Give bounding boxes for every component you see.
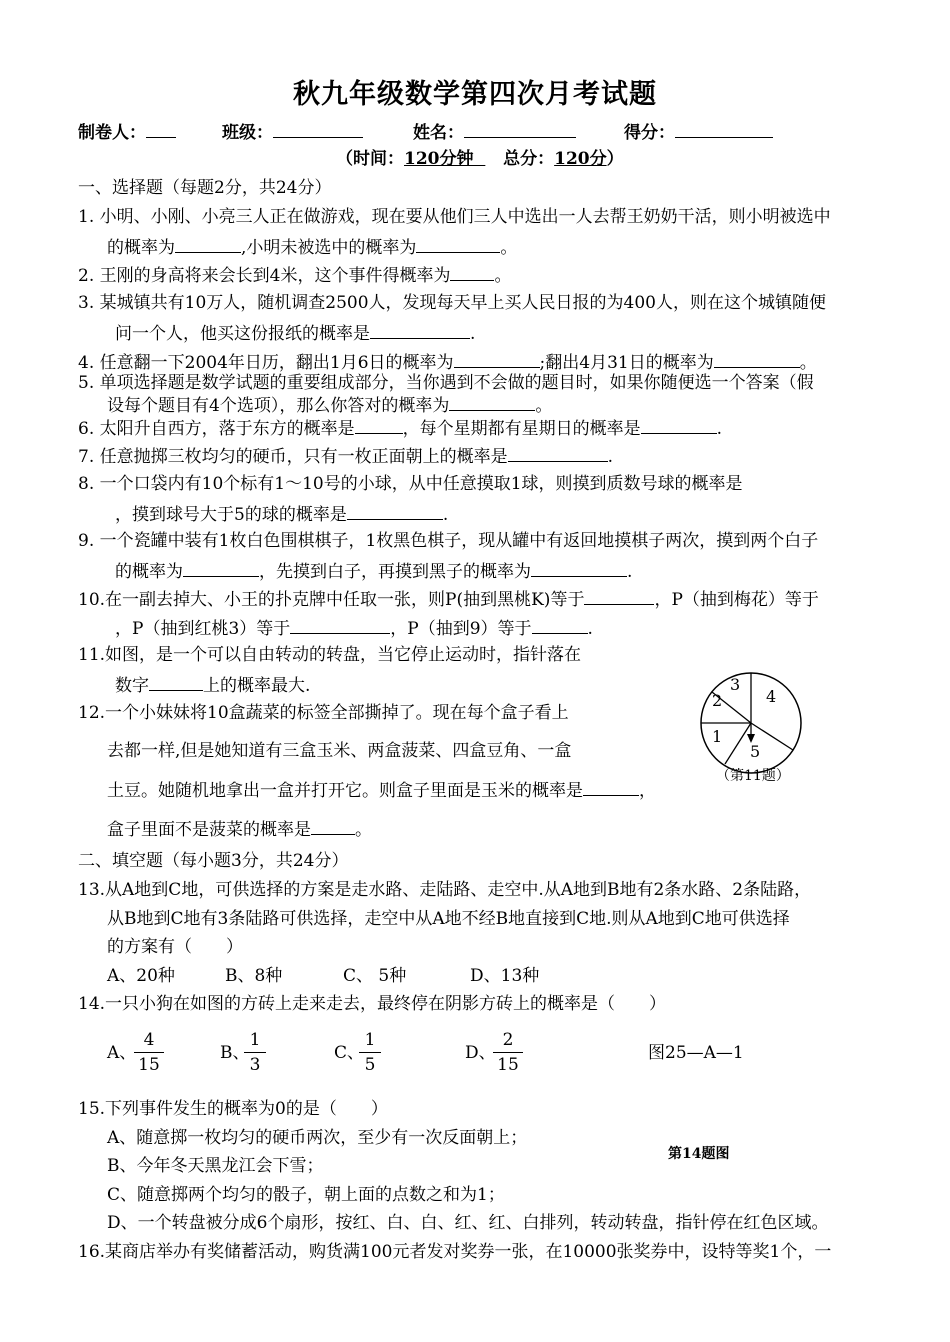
total-label: 总分： [503,149,555,169]
name-label: 姓名： [413,123,464,143]
question-9-cont: 的概率为 ，先摸到白子，再摸到黑子的概率为 . [115,559,632,583]
answer-blank[interactable] [450,263,494,281]
question-1-cont: 的概率为 ,小明未被选中的概率为 。 [107,235,517,259]
question-8: 8. 一个口袋内有10个标有1～10号的小球，从中任意摸取1球，则摸到质数号球的概率是 [78,474,743,494]
question-13: 13.从A地到C地，可供选择的方案是走水路、走陆路、走空中.从A地到B地有2条水路、2条陆路， [78,880,812,900]
answer-blank[interactable] [355,416,403,434]
answer-blank[interactable] [583,778,639,796]
question-2: 2. 王刚的身高将来会长到4米，这个事件得概率为 。 [78,263,511,287]
question-14: 14.一只小狗在如图的方砖上走来走去，最终停在阴影方砖上的概率是（ ） [78,994,667,1014]
question-11-cont: 数字 上的概率最大. [115,673,310,697]
q13-option-b[interactable]: B、8种 [225,966,283,986]
section-2-heading: 二、填空题（每小题3分，共24分） [78,851,349,871]
question-9: 9. 一个瓷罐中装有1枚白色围棋棋子，1枚黑色棋子，现从罐中有返回地摸棋子两次，摸到两个白子 [78,531,819,551]
time-info: （时间：120分钟 总分：120分） [336,149,624,169]
question-3-cont: 问一个人，他买这份报纸的概率是 . [115,321,475,345]
score-label: 得分： [624,123,675,143]
question-12-cont-2: 土豆。她随机地拿出一盒并打开它。则盒子里面是玉米的概率是 ， [107,778,656,802]
answer-blank[interactable] [347,502,443,520]
question-16: 16.某商店举办有奖储蓄活动，购货满100元者发对奖券一张，在10000张奖券中，设特等奖1个，一 [78,1242,832,1262]
q13-option-c[interactable]: C、 5种 [343,966,407,986]
question-15: 15.下列事件发生的概率为0的是（ ） [78,1099,388,1119]
maker-blank[interactable] [146,120,176,138]
question-12: 12.一个小妹妹将10盒蔬菜的标签全部撕掉了。现在每个盒子看上 [78,703,569,723]
q14-figure-caption: 第14题图 [668,1146,730,1162]
time-label: （时间： [336,149,404,169]
answer-blank[interactable] [449,393,535,411]
answer-blank[interactable] [311,817,355,835]
name-blank[interactable] [464,120,576,138]
class-label: 班级： [222,123,273,143]
answer-blank[interactable] [416,235,500,253]
spinner-label: 3 [730,675,741,694]
answer-blank[interactable] [531,559,627,577]
answer-blank[interactable] [290,616,390,634]
total-value: 120分 [554,149,607,169]
q15-option-b[interactable]: B、今年冬天黑龙江会下雪； [107,1156,324,1176]
q14-figure-label: 图25—A—1 [648,1043,744,1063]
time-value: 120分钟 [404,149,474,169]
question-8-cont: ，摸到球号大于5的球的概率是 . [115,502,448,526]
question-13-cont-2: 的方案有（ ） [107,937,243,957]
maker-label: 制卷人： [78,123,146,143]
answer-blank[interactable] [149,673,203,691]
question-3: 3. 某城镇共有10万人，随机调查2500人，发现每天早上买人民日报的为400人，则在这个城镇随便 [78,293,826,313]
page-title: 秋九年级数学第四次月考试题 [293,79,657,110]
question-6: 6. 太阳升自西方，落于东方的概率是 ，每个星期都有星期日的概率是 . [78,416,722,440]
question-10: 10.在一副去掉大、小王的扑克牌中任取一张，则P(抽到黑桃K)等于 ，P（抽到梅花）等于 [78,587,819,611]
q14-option-b-label[interactable]: B、 [220,1043,250,1063]
q14-option-b-fraction: $\frac{1}{3}$ [244,1030,266,1075]
q15-option-d[interactable]: D、一个转盘被分成6个扇形，按红、白、白、红、红、白排列，转动转盘，指针停在红色区域。 [107,1213,829,1233]
spinner-figure [694,666,808,780]
question-11: 11.如图，是一个可以自由转动的转盘，当它停止运动时，指针落在 [78,645,582,665]
question-13-cont-1: 从B地到C地有3条陆路可供选择，走空中从A地不经B地直接到C地.则从A地到C地可供选择 [107,909,790,929]
spinner-label: 1 [712,727,723,746]
question-5-cont: 设每个题目有4个选项），那么你答对的概率为 。 [107,393,552,417]
answer-blank[interactable] [508,444,608,462]
q13-option-a[interactable]: A、20种 [107,966,175,986]
q15-option-c[interactable]: C、随意掷两个均匀的骰子，朝上面的点数之和为1； [107,1185,505,1205]
answer-blank[interactable] [175,235,241,253]
q15-option-a[interactable]: A、随意掷一枚均匀的硬币两次，至少有一次反面朝上； [107,1128,528,1148]
answer-blank[interactable] [532,616,588,634]
answer-blank[interactable] [641,416,717,434]
q14-option-d-label[interactable]: D、 [465,1043,496,1063]
q14-option-d-fraction: $\frac{2}{15}$ [493,1030,523,1075]
answer-blank[interactable] [714,350,800,368]
question-7: 7. 任意抛掷三枚均匀的硬币，只有一枚正面朝上的概率是 . [78,444,613,468]
q14-option-a-fraction: $\frac{4}{15}$ [134,1030,164,1075]
question-1: 1. 小明、小刚、小亮三人正在做游戏，现在要从他们三人中选出一人去帮王奶奶干活，则小明被选中 [78,207,831,227]
question-5: 5. 单项选择题是数学试题的重要组成部分，当你遇到不会做的题目时，如果你随便选一个答案（假 [78,373,814,393]
class-blank[interactable] [273,120,363,138]
answer-blank[interactable] [370,321,470,339]
spinner-label: 5 [750,742,761,761]
question-10-cont: ，P（抽到红桃3）等于 ，P（抽到9）等于 . [115,616,593,640]
score-blank[interactable] [675,120,773,138]
spinner-label: 2 [712,691,723,710]
name-field [413,120,576,144]
spinner-label: 4 [766,687,777,706]
q14-option-c-fraction: $\frac{1}{5}$ [359,1030,381,1075]
answer-blank[interactable] [584,587,654,605]
q13-option-d[interactable]: D、13种 [470,966,540,986]
score-field [624,120,773,144]
answer-blank[interactable] [183,559,259,577]
q14-option-c-label[interactable]: C、 [334,1043,365,1063]
q14-option-a-label[interactable]: A、 [107,1043,137,1063]
question-12-cont-3: 盒子里面不是菠菜的概率是 。 [107,817,372,841]
maker-field [78,120,176,144]
section-1-heading: 一、选择题（每题2分，共24分） [78,178,332,198]
class-field [222,120,363,144]
question-4: 4. 任意翻一下2004年日历，翻出1月6日的概率为 ;翻出4月31日的概率为 。 [78,350,817,374]
spinner-caption: （第11题） [716,768,790,784]
answer-blank[interactable] [454,350,540,368]
question-12-cont-1: 去都一样,但是她知道有三盒玉米、两盒菠菜、四盒豆角、一盒 [107,741,572,761]
